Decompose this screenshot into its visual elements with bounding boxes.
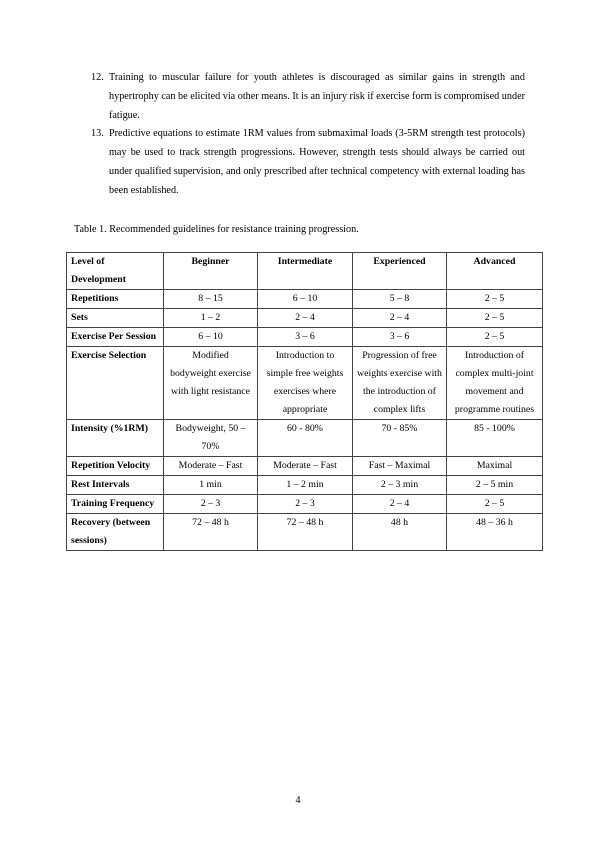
table-row — [67, 457, 543, 476]
list-item — [88, 69, 525, 125]
list-item-text: Training to muscular failure for youth athletes is discouraged as similar gains in strength and hypertrophy can be elicited via other means. It is an injury risk if exercise form is compromised under fatigue. — [109, 72, 525, 121]
table-row — [67, 476, 543, 495]
page-number: 4 — [295, 795, 301, 806]
guidelines-table — [66, 252, 543, 551]
table-cell: 85 - 100% — [447, 420, 543, 457]
table-cell: Introduction to simple free weights exercises where appropriate — [258, 347, 353, 420]
table-row — [67, 420, 543, 457]
table-cell: Bodyweight, 50 – 70% — [164, 420, 258, 457]
table-cell: 2 – 4 — [258, 309, 353, 328]
table-cell: 2 – 5 — [447, 290, 543, 309]
table-cell: Moderate – Fast — [164, 457, 258, 476]
table-cell: 72 – 48 h — [164, 514, 258, 551]
list-item — [88, 125, 525, 200]
header-advanced: Advanced — [447, 253, 543, 290]
table-cell: 2 – 3 — [258, 495, 353, 514]
table-cell: 8 – 15 — [164, 290, 258, 309]
table-row — [67, 328, 543, 347]
table-caption: Table 1. Recommended guidelines for resistance training progression. — [74, 224, 359, 235]
table-cell: 6 – 10 — [164, 328, 258, 347]
header-intermediate: Intermediate — [258, 253, 353, 290]
table-cell: 1 – 2 min — [258, 476, 353, 495]
table-cell: 2 – 4 — [353, 495, 447, 514]
table-cell: 48 h — [353, 514, 447, 551]
table-cell: Modified bodyweight exercise with light resistance — [164, 347, 258, 420]
row-label: Recovery (between sessions) — [67, 514, 164, 551]
table-row — [67, 347, 543, 420]
row-label: Repetitions — [67, 290, 164, 309]
header-level: Level of Development — [67, 253, 164, 290]
table-cell: 2 – 3 min — [353, 476, 447, 495]
table-cell: 3 – 6 — [353, 328, 447, 347]
table-row — [67, 309, 543, 328]
row-label: Exercise Selection — [67, 347, 164, 420]
table-cell: Fast – Maximal — [353, 457, 447, 476]
table-cell: 2 – 3 — [164, 495, 258, 514]
list-item-number: 13. — [91, 128, 104, 140]
table-cell: 2 – 4 — [353, 309, 447, 328]
table-cell: Introduction of complex multi-joint movement and programme routines — [447, 347, 543, 420]
row-label: Exercise Per Session — [67, 328, 164, 347]
table-cell: 1 – 2 — [164, 309, 258, 328]
table-row — [67, 495, 543, 514]
table-cell: 48 – 36 h — [447, 514, 543, 551]
row-label: Repetition Velocity — [67, 457, 164, 476]
header-beginner: Beginner — [164, 253, 258, 290]
row-label: Intensity (%1RM) — [67, 420, 164, 457]
row-label: Sets — [67, 309, 164, 328]
table-cell: Progression of free weights exercise with the introduction of complex lifts — [353, 347, 447, 420]
numbered-list — [88, 69, 525, 201]
table-cell: 60 - 80% — [258, 420, 353, 457]
table-cell: 6 – 10 — [258, 290, 353, 309]
table-row — [67, 290, 543, 309]
table-cell: 1 min — [164, 476, 258, 495]
table-cell: 5 – 8 — [353, 290, 447, 309]
list-item-text: Predictive equations to estimate 1RM values from submaximal loads (3-5RM strength test protocols) may be used to track strength progressions. However, strength tests should always be carried out under qualified supervision, and only prescribed after technical competency with external loading has been established. — [109, 128, 525, 196]
table-cell: 70 - 85% — [353, 420, 447, 457]
table-cell: Maximal — [447, 457, 543, 476]
table-cell: 2 – 5 — [447, 309, 543, 328]
table-header-row — [67, 253, 543, 290]
table-cell: 2 – 5 — [447, 495, 543, 514]
header-experienced: Experienced — [353, 253, 447, 290]
table-cell: 3 – 6 — [258, 328, 353, 347]
table-cell: 2 – 5 — [447, 328, 543, 347]
row-label: Training Frequency — [67, 495, 164, 514]
table-cell: 72 – 48 h — [258, 514, 353, 551]
table-cell: 2 – 5 min — [447, 476, 543, 495]
table-row — [67, 514, 543, 551]
list-item-number: 12. — [91, 72, 104, 83]
table-cell: Moderate – Fast — [258, 457, 353, 476]
row-label: Rest Intervals — [67, 476, 164, 495]
